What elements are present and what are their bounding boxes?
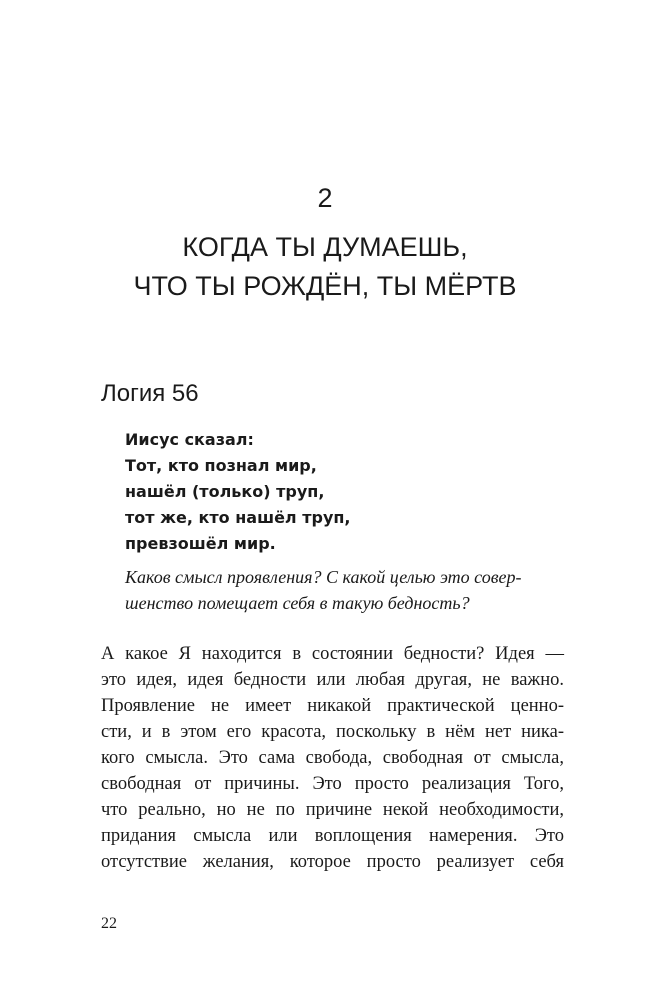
body-line: это идея, идея бедности или любая другая, не важно. [101, 670, 564, 690]
verse-quote [125, 427, 351, 557]
body-line: Проявление не имеет никакой практической ценно- [101, 696, 564, 716]
section-heading: Логия 56 [101, 380, 199, 407]
page-number: 22 [101, 915, 117, 932]
body-paragraph [101, 641, 564, 875]
question-line: шенство помещает себя в такую бедность? [125, 593, 470, 613]
italic-question [125, 564, 555, 616]
question-line: Каков смысл проявления? С какой целью это совер- [125, 567, 522, 587]
body-line: отсутствие желания, которое просто реализует себя [101, 852, 564, 872]
verse-line: превзошёл мир. [125, 534, 276, 553]
verse-line: Иисус сказал: [125, 430, 254, 449]
chapter-title-line: КОГДА ТЫ ДУМАЕШЬ, [182, 232, 468, 262]
body-line: кого смысла. Это сама свобода, свободная от смысла, [101, 748, 564, 768]
verse-line: Тот, кто познал мир, [125, 456, 317, 475]
verse-line: тот же, кто нашёл труп, [125, 508, 351, 527]
body-line: свободная от причины. Это просто реализация Того, [101, 774, 564, 794]
chapter-title [0, 228, 650, 306]
chapter-title-line: ЧТО ТЫ РОЖДЁН, ТЫ МЁРТВ [133, 271, 517, 301]
chapter-number: 2 [317, 183, 333, 213]
body-line: сти, и в этом его красота, поскольку в нём нет ника- [101, 722, 564, 742]
body-line: А какое Я находится в состоянии бедности? Идея — [101, 644, 564, 664]
verse-line: нашёл (только) труп, [125, 482, 325, 501]
body-line: что реально, но не по причине некой необходимости, [101, 800, 564, 820]
body-line: придания смысла или воплощения намерения. Это [101, 826, 564, 846]
